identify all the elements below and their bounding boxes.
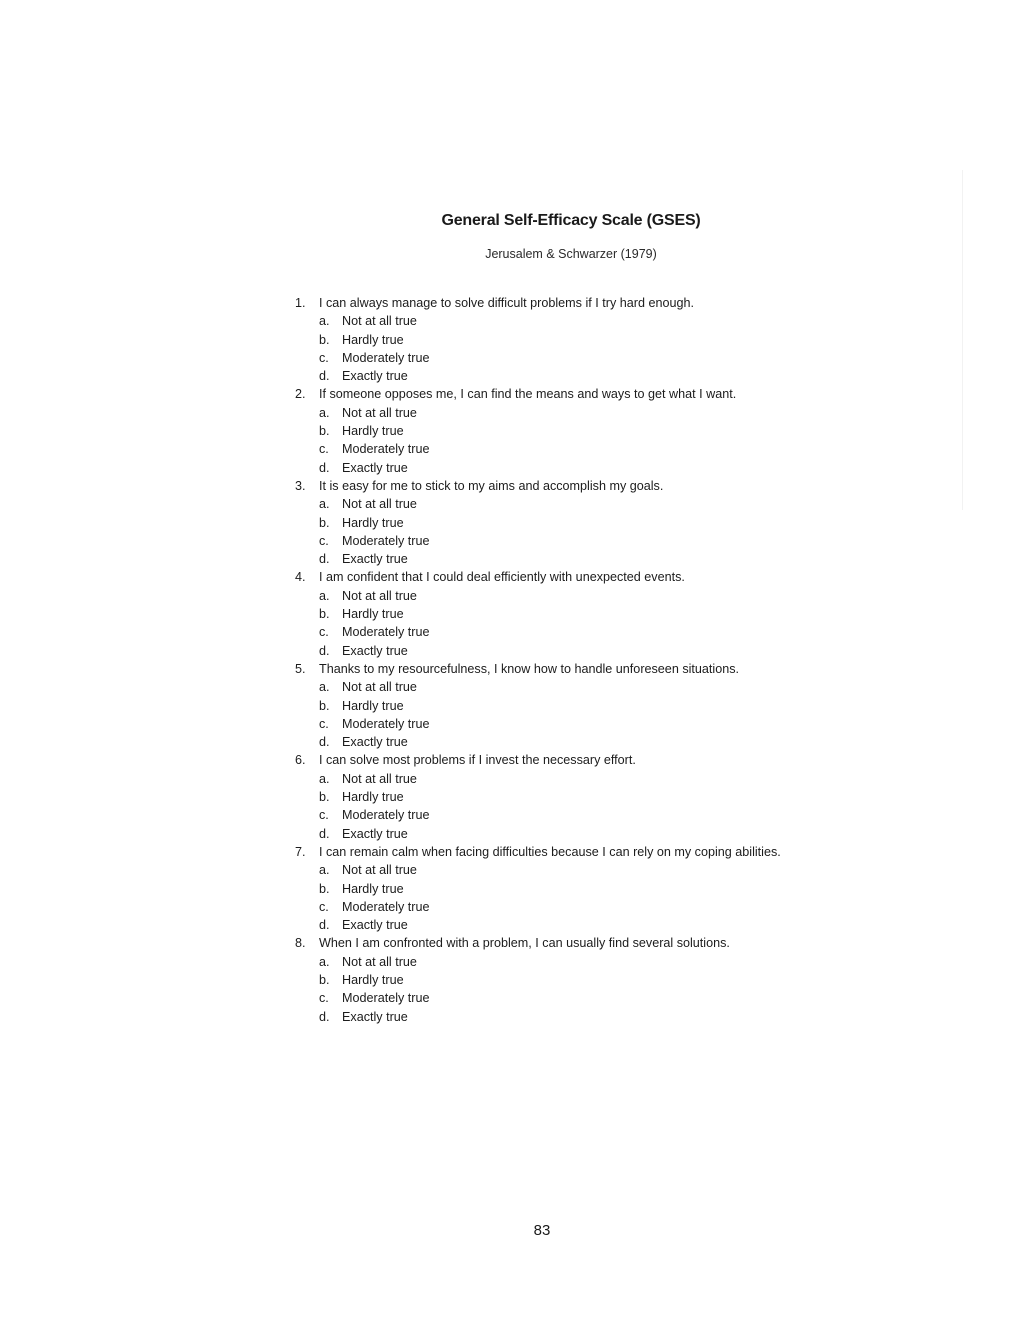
option-c (319, 806, 781, 824)
option-text: Hardly true (342, 790, 404, 805)
option-text: Exactly true (342, 1009, 408, 1024)
option-letter: a. (319, 588, 330, 603)
option-d (319, 550, 781, 568)
option-letter: c. (319, 899, 329, 914)
option-list (295, 312, 781, 385)
question-line (295, 294, 781, 312)
question-number: 3. (295, 478, 306, 493)
question-number: 6. (295, 753, 306, 768)
option-text: Hardly true (342, 698, 404, 713)
option-text: Moderately true (342, 442, 430, 457)
option-text: Hardly true (342, 332, 404, 347)
option-letter: a. (319, 680, 330, 695)
option-text: Exactly true (342, 826, 408, 841)
option-text: Moderately true (342, 991, 430, 1006)
option-c (319, 349, 781, 367)
option-letter: a. (319, 863, 330, 878)
option-list (295, 678, 781, 751)
option-c (319, 532, 781, 550)
option-letter: b. (319, 790, 330, 805)
option-letter: c. (319, 991, 329, 1006)
document-subtitle: Jerusalem & Schwarzer (1979) (485, 247, 657, 261)
option-text: Not at all true (342, 497, 417, 512)
question-text: I am confident that I could deal efficiently with unexpected events. (319, 570, 685, 585)
option-d (319, 1008, 781, 1026)
option-a (319, 678, 781, 696)
option-letter: b. (319, 698, 330, 713)
question-line (295, 843, 781, 861)
option-text: Hardly true (342, 881, 404, 896)
option-d (319, 642, 781, 660)
option-list (295, 861, 781, 934)
option-text: Exactly true (342, 460, 408, 475)
option-a (319, 312, 781, 330)
option-b (319, 880, 781, 898)
page-number: 83 (533, 1222, 551, 1239)
option-text: Moderately true (342, 808, 430, 823)
question-line (295, 385, 781, 403)
option-letter: d. (319, 552, 330, 567)
option-letter: a. (319, 954, 330, 969)
option-text: Not at all true (342, 588, 417, 603)
option-letter: d. (319, 369, 330, 384)
option-text: Exactly true (342, 735, 408, 750)
option-a (319, 495, 781, 513)
question-number: 7. (295, 844, 306, 859)
question-6 (295, 751, 781, 842)
question-text: I can solve most problems if I invest the necessary effort. (319, 753, 636, 768)
question-text: It is easy for me to stick to my aims and accomplish my goals. (319, 478, 664, 493)
option-b (319, 605, 781, 623)
option-list (295, 404, 781, 477)
document-title: General Self-Efficacy Scale (GSES) (441, 212, 701, 229)
option-a (319, 861, 781, 879)
option-d (319, 733, 781, 751)
question-text: Thanks to my resourcefulness, I know how to handle unforeseen situations. (319, 661, 740, 676)
question-number: 1. (295, 296, 306, 310)
option-text: Not at all true (342, 314, 417, 329)
question-line (295, 660, 781, 678)
option-d (319, 459, 781, 477)
question-line (295, 934, 781, 952)
option-text: Moderately true (342, 533, 430, 548)
option-d (319, 367, 781, 385)
option-text: Not at all true (342, 405, 417, 420)
question-number: 4. (295, 570, 306, 585)
option-b (319, 331, 781, 349)
question-number: 2. (295, 387, 306, 402)
question-2 (295, 385, 781, 476)
option-text: Exactly true (342, 643, 408, 658)
option-letter: c. (319, 716, 329, 731)
question-3 (295, 477, 781, 568)
option-letter: d. (319, 735, 330, 750)
option-text: Moderately true (342, 625, 430, 640)
option-letter: b. (319, 515, 330, 530)
option-text: Hardly true (342, 424, 404, 439)
option-letter: c. (319, 808, 329, 823)
question-line (295, 568, 781, 586)
option-letter: a. (319, 771, 330, 786)
option-letter: b. (319, 332, 330, 347)
question-list (295, 294, 781, 1026)
option-letter: b. (319, 881, 330, 896)
option-letter: c. (319, 533, 329, 548)
option-list (295, 495, 781, 568)
question-number: 8. (295, 936, 306, 951)
option-letter: b. (319, 607, 330, 622)
option-letter: c. (319, 625, 329, 640)
option-text: Moderately true (342, 716, 430, 731)
option-text: Moderately true (342, 350, 430, 365)
option-text: Hardly true (342, 972, 404, 987)
question-4 (295, 568, 781, 659)
question-text: I can always manage to solve difficult problems if I try hard enough. (319, 296, 694, 310)
option-b (319, 514, 781, 532)
question-text: If someone opposes me, I can find the means and ways to get what I want. (319, 387, 737, 402)
option-letter: a. (319, 497, 330, 512)
option-text: Not at all true (342, 680, 417, 695)
question-7 (295, 843, 781, 934)
question-1 (295, 294, 781, 385)
option-text: Exactly true (342, 369, 408, 384)
option-letter: c. (319, 350, 329, 365)
option-text: Exactly true (342, 918, 408, 933)
option-text: Moderately true (342, 899, 430, 914)
option-letter: d. (319, 1009, 330, 1024)
option-text: Exactly true (342, 552, 408, 567)
question-line (295, 477, 781, 495)
option-c (319, 715, 781, 733)
option-b (319, 697, 781, 715)
option-c (319, 440, 781, 458)
option-c (319, 623, 781, 641)
option-letter: d. (319, 460, 330, 475)
option-letter: d. (319, 643, 330, 658)
option-letter: c. (319, 442, 329, 457)
option-d (319, 916, 781, 934)
option-text: Hardly true (342, 515, 404, 530)
option-a (319, 953, 781, 971)
option-b (319, 971, 781, 989)
option-letter: d. (319, 918, 330, 933)
option-a (319, 770, 781, 788)
option-d (319, 825, 781, 843)
option-list (295, 587, 781, 660)
option-a (319, 404, 781, 422)
question-number: 5. (295, 661, 306, 676)
option-c (319, 898, 781, 916)
option-text: Not at all true (342, 954, 417, 969)
option-text: Not at all true (342, 771, 417, 786)
option-letter: d. (319, 826, 330, 841)
option-letter: b. (319, 972, 330, 987)
option-list (295, 953, 781, 1026)
question-text: I can remain calm when facing difficulties because I can rely on my coping abilities. (319, 844, 781, 859)
option-b (319, 422, 781, 440)
question-text: When I am confronted with a problem, I can usually find several solutions. (319, 936, 730, 951)
option-a (319, 587, 781, 605)
question-8 (295, 934, 781, 1025)
option-list (295, 770, 781, 843)
option-letter: a. (319, 405, 330, 420)
question-5 (295, 660, 781, 751)
option-text: Hardly true (342, 607, 404, 622)
option-b (319, 788, 781, 806)
option-text: Not at all true (342, 863, 417, 878)
option-c (319, 989, 781, 1007)
option-letter: b. (319, 424, 330, 439)
question-line (295, 751, 781, 769)
option-letter: a. (319, 314, 330, 329)
